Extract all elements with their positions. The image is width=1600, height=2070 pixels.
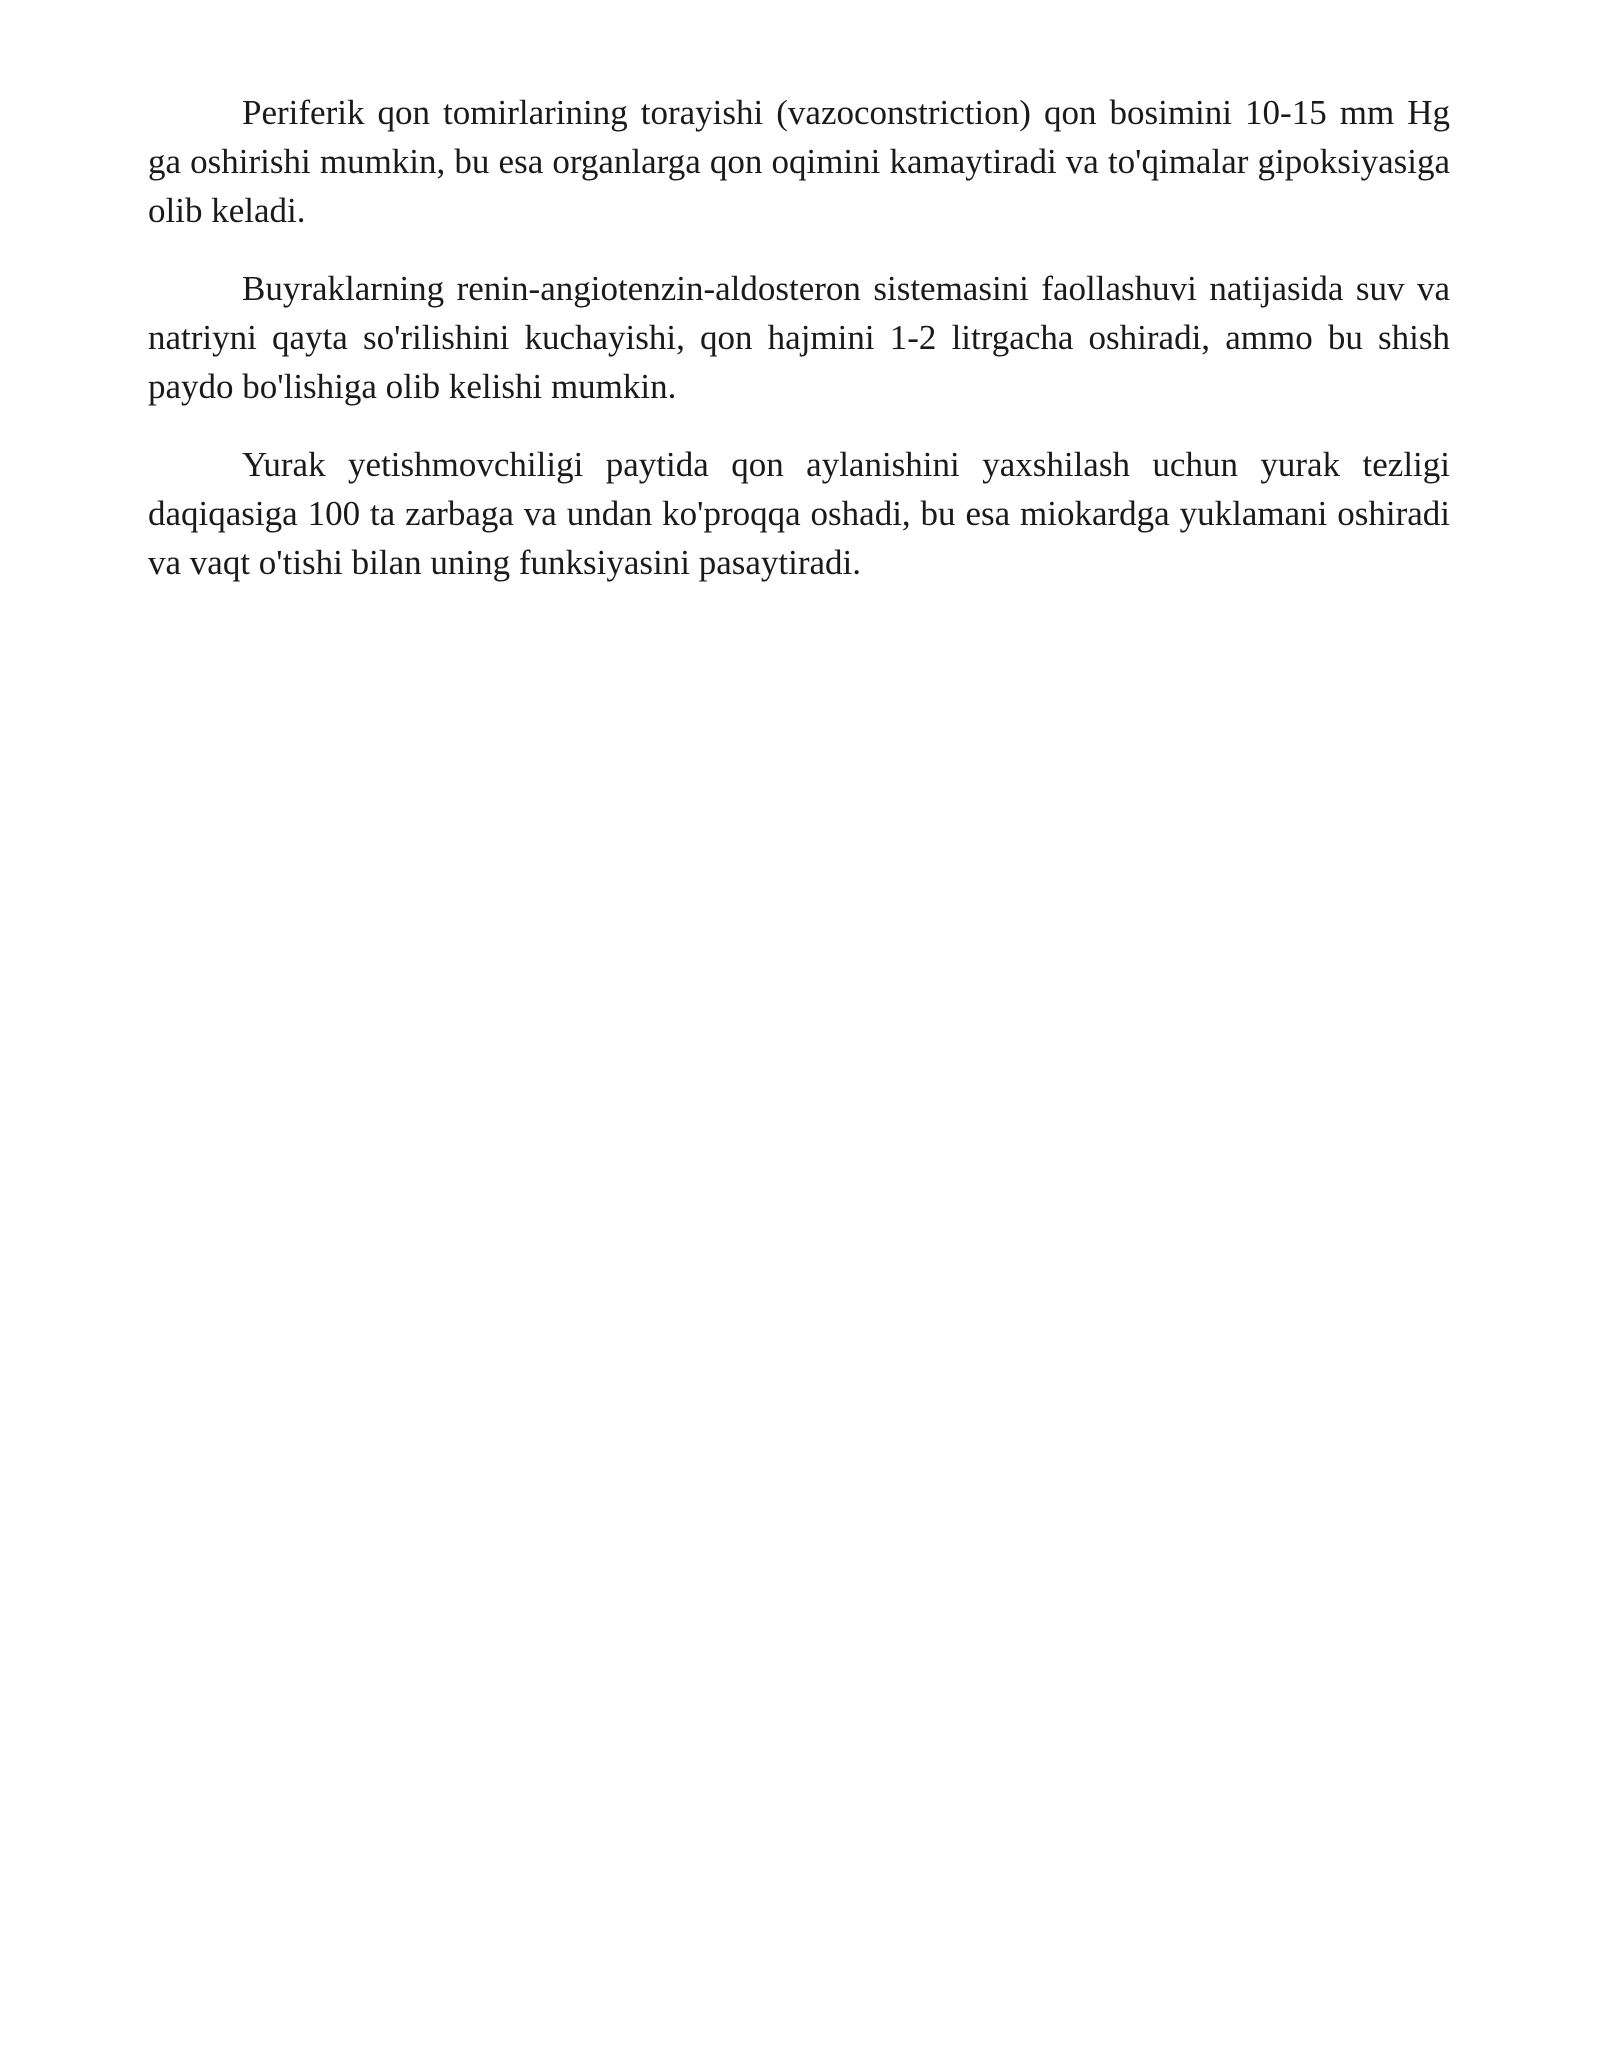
paragraph-renin-angiotensin: Buyraklarning renin-angiotenzin-aldosteron sistemasini faollashuvi natijasida suv va natriyni qayta so'rilishini kuchayishi, qon hajmini 1-2 litrgacha oshiradi, ammo bu shish paydo bo'lishiga olib kelishi mumkin. [148, 269, 1450, 406]
document-body [148, 88, 1450, 616]
paragraph-vasoconstriction: Periferik qon tomirlarining torayishi (vazoconstriction) qon bosimini 10-15 mm Hg ga oshirishi mumkin, bu esa organlarga qon oqimini kamaytiradi va to'qimalar gipoksiyasiga olib keladi. [148, 93, 1450, 230]
paragraph-heart-rate: Yurak yetishmovchiligi paytida qon aylanishini yaxshilash uchun yurak tezligi daqiqasiga 100 ta zarbaga va undan ko'proqqa oshadi, bu esa miokardga yuklamani oshiradi va vaqt o'tishi bilan uning funksiyasini pasaytiradi. [148, 445, 1450, 582]
